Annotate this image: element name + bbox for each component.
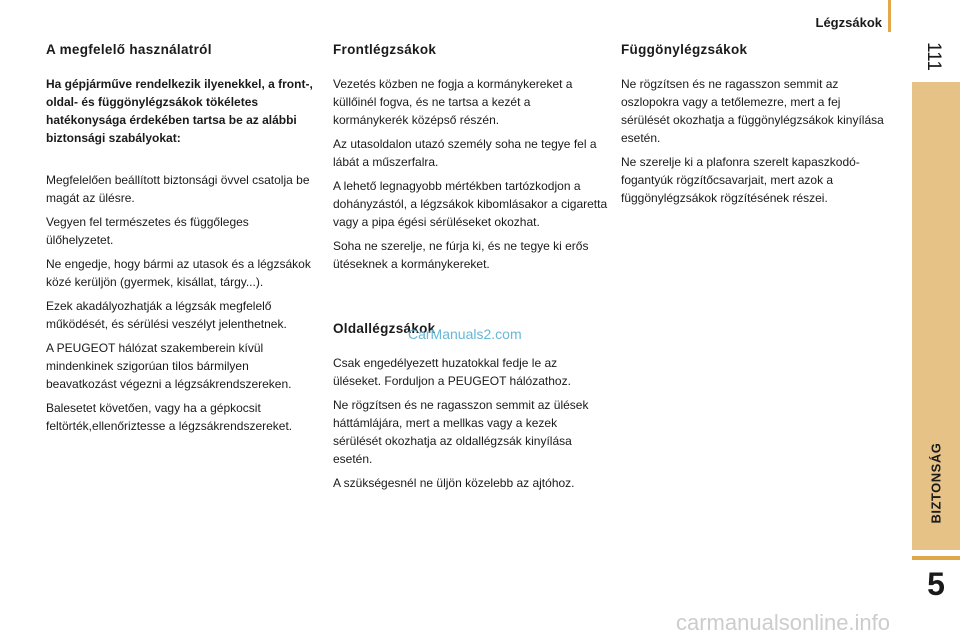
- curtain-airbags-paragraph: Ne szerelje ki a plafonra szerelt kapaszkodó-fogantyúk rögzítőcsavarjait, mert azok a függönylégzsákok rögzítésének részei.: [621, 155, 860, 205]
- proper-use-intro: Ha gépjárműve rendelkezik ilyenekkel, a front-, oldal- és függönylégzsákok tökéletes hatékonysága érdekében tartsa be az alábbi biztonsági szabályokat:: [46, 77, 313, 145]
- watermark-carmanualsonline: carmanualsonline.info: [676, 610, 891, 635]
- side-airbags-paragraph: A szükségesnél ne üljön közelebb az ajtóhoz.: [333, 476, 575, 490]
- proper-use-paragraph: Ezek akadályozhatják a légzsák megfelelő működését, és sérülési veszélyt jelenthetnek.: [46, 299, 287, 331]
- side-airbags-paragraph: Ne rögzítsen és ne ragasszon semmit az ülések háttámlájára, mert a mellkas vagy a kezek sérülését okozhatja az oldallégzsák kinyílása esetén.: [333, 398, 589, 466]
- front-airbags-paragraph: Vezetés közben ne fogja a kormánykereket a küllőinél fogva, és ne tartsa a kezét a kormánykerék középső részén.: [333, 77, 573, 127]
- section-side-rule: [912, 556, 960, 560]
- column-curtain-airbags: [621, 42, 891, 213]
- side-airbags-heading: Oldallégzsákok: [333, 321, 436, 336]
- proper-use-paragraph: A PEUGEOT hálózat szakemberein kívül mindenkinek szigorúan tilos bármilyen beavatkozást végezni a légzsákrendszereken.: [46, 341, 292, 391]
- proper-use-paragraph: Vegyen fel természetes és függőleges ülőhelyzetet.: [46, 215, 249, 247]
- proper-use-heading: A megfelelő használatról: [46, 42, 212, 57]
- section-number: 5: [927, 566, 945, 602]
- front-airbags-paragraph: Az utasoldalon utazó személy soha ne tegye fel a lábát a műszerfalra.: [333, 137, 597, 169]
- page-number: 111: [923, 42, 944, 71]
- front-airbags-paragraph: Soha ne szerelje, ne fúrja ki, és ne tegye ki erős ütéseknek a kormánykereket.: [333, 239, 589, 271]
- front-airbags-paragraph: A lehető legnagyobb mértékben tartózkodjon a dohányzástól, a légzsákok kibomlásakor a cigaretta vagy a pipa égési sérüléseket okozhat.: [333, 179, 608, 229]
- proper-use-paragraph: Megfelelően beállított biztonsági övvel csatolja be magát az ülésre.: [46, 173, 310, 205]
- page-header-title: Légzsákok: [815, 15, 882, 30]
- header-accent-rule: [888, 0, 891, 32]
- side-airbags-paragraph: Csak engedélyezett huzatokkal fedje le az üléseket. Forduljon a PEUGEOT hálózathoz.: [333, 356, 571, 388]
- watermark-carmanuals2: CarManuals2.com: [408, 326, 522, 342]
- front-airbags-heading: Frontlégzsákok: [333, 42, 437, 57]
- curtain-airbags-heading: Függönylégzsákok: [621, 42, 748, 57]
- proper-use-paragraph: Ne engedje, hogy bármi az utasok és a légzsákok közé kerüljön (gyermek, kisállat, tárgy...).: [46, 257, 311, 289]
- proper-use-paragraph: Balesetet követően, vagy ha a gépkocsit feltörték,ellenőriztesse a légzsákrendszereket.: [46, 401, 293, 433]
- column-front-airbags: [333, 42, 608, 498]
- curtain-airbags-paragraph: Ne rögzítsen és ne ragasszon semmit az oszlopokra vagy a tetőlemezre, mert a fej sérülését okozhatja a függönylégzsákok kinyílása esetén.: [621, 77, 884, 145]
- section-label: BIZTONSÁG: [928, 442, 944, 524]
- column-proper-use: [46, 42, 316, 441]
